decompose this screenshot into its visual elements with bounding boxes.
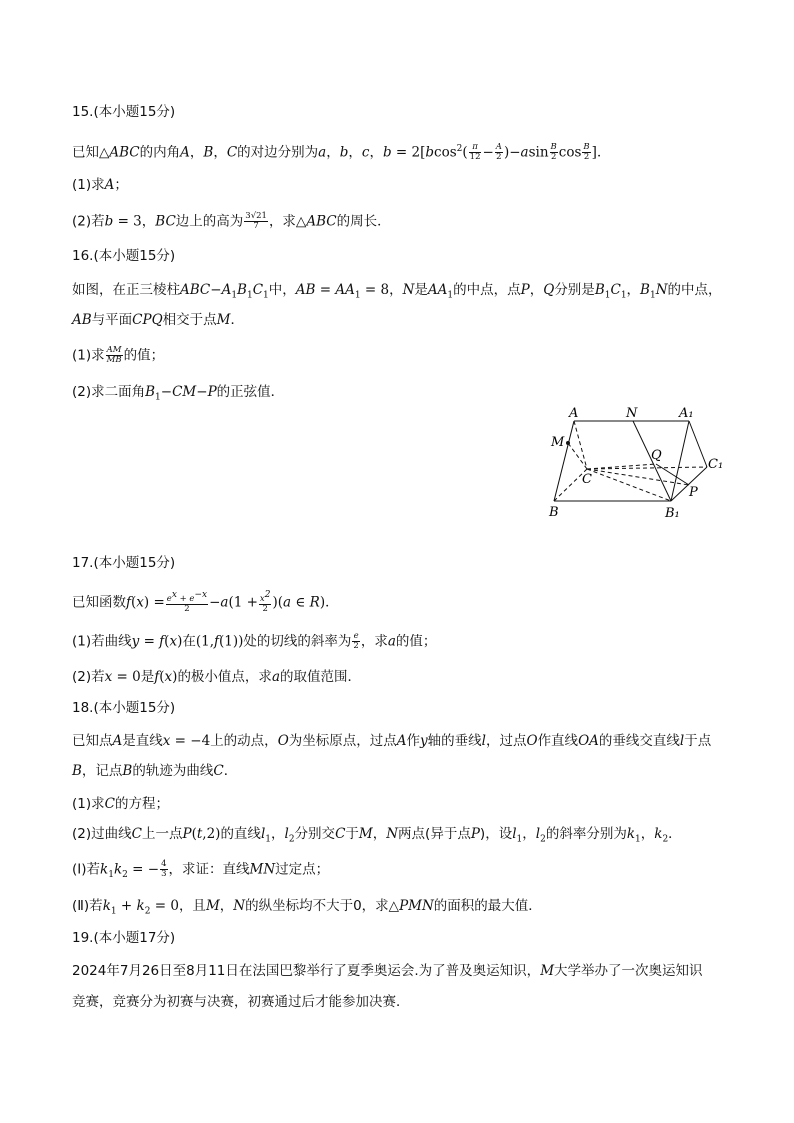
q18-sub1: (Ⅰ)若$k_1k_2$ = − $\frac{4}{3}$ ，求证：直线MN过定点； — [72, 859, 330, 881]
q18-stem-line2: B，记点B的轨迹为曲线C． — [72, 763, 238, 779]
q18-stem-line1: 已知点A是直线x = −4上的动点，O为坐标原点，过点A作y轴的垂线l，过点O作直线OA的垂线交直线l于点 — [72, 733, 712, 749]
q15-header: 15.(本小题15分) — [72, 104, 176, 120]
edge-A-C — [574, 421, 587, 469]
edge-A1-C1 — [689, 421, 707, 467]
q16-part1: (1)求 $\frac{AM}{MB}$ 的值； — [72, 345, 165, 365]
label-A1: A₁ — [679, 406, 694, 421]
label-N: N — [626, 406, 638, 421]
q17-part2: (2)若x = 0是f(x)的极小值点，求a的取值范围． — [72, 669, 361, 685]
label-C: C — [582, 472, 592, 487]
label-B1: B₁ — [665, 506, 680, 521]
q17-stem: 已知函数f(x) = $\frac{e^x + e^{-x}}{2}$ −a(1 + $\frac{x^2}{2}$ )(a ∈ R)． — [72, 590, 339, 614]
q19-stem-line1: 2024年7月26日至8月11日在法国巴黎举行了夏季奥运会.为了普及奥运知识，M大学举办了一次奥运知识 — [72, 963, 703, 979]
edge-A1-B1 — [671, 421, 689, 501]
edge-C-M — [568, 443, 587, 469]
q17-part1: (1)若曲线y = f(x)在(1,f(1))处的切线的斜率为 $\frac{e}{2}$ ，求a的值； — [72, 631, 437, 651]
edge-C-P — [587, 469, 689, 485]
label-A: A — [569, 406, 579, 421]
label-Q: Q — [651, 448, 662, 463]
q15-stem: 已知△ABC的内角A，B，C的对边分别为a，b，c，b = 2[bcos$^2$( $\frac{\pi}{12}$ − $\frac{A}{2}$ )−asin $\frac{B}{2}$ cos $\frac{B}{2}$ ]． — [72, 142, 611, 162]
q18-sub2: (Ⅱ)若$k_1 + k_2 = 0$，且M，N的纵坐标均不大于0，求△PMN的面积的最大值． — [72, 898, 542, 917]
q17-header: 17.(本小题15分) — [72, 555, 176, 571]
q16-stem-line1: 如图，在正三棱柱$ABC-A_1B_1C_1$中，AB = $AA_1 = 8$，N是$AA_1$的中点，点P，Q分别是$B_1C_1$，$B_1N$的中点， — [72, 282, 722, 301]
q16-part2: (2)求二面角$B_1-CM-P$的正弦值． — [72, 384, 285, 403]
q16-header: 16.(本小题15分) — [72, 248, 176, 264]
q19-stem-line2: 竞赛，竞赛分为初赛与决赛，初赛通过后才能参加决赛． — [72, 994, 410, 1010]
label-P: P — [689, 485, 698, 500]
label-B: B — [549, 505, 559, 520]
q18-part1: (1)求C的方程； — [72, 796, 169, 812]
prism-figure — [540, 405, 740, 525]
q16-stem-line2: AB与平面CPQ相交于点M． — [72, 312, 244, 328]
label-C1: C₁ — [708, 457, 724, 472]
q18-header: 18.(本小题15分) — [72, 700, 176, 716]
label-M: M — [551, 435, 565, 450]
edge-C-C1 — [587, 467, 707, 469]
q15-part2: (2)若b = 3，BC边上的高为 $\frac{3√21}{7}$ ，求△ABC的周长． — [72, 211, 391, 231]
q19-header: 19.(本小题17分) — [72, 930, 176, 946]
q18-part2: (2)过曲线C上一点P(t,2)的直线$l_1$，$l_2$分别交C于M，N两点(异于点P)，设$l_1$，$l_2$的斜率分别为$k_1$，$k_2$． — [72, 826, 682, 845]
edge-A-B — [554, 421, 574, 501]
q15-part1: (1)求A； — [72, 177, 128, 193]
point-M — [566, 441, 570, 445]
